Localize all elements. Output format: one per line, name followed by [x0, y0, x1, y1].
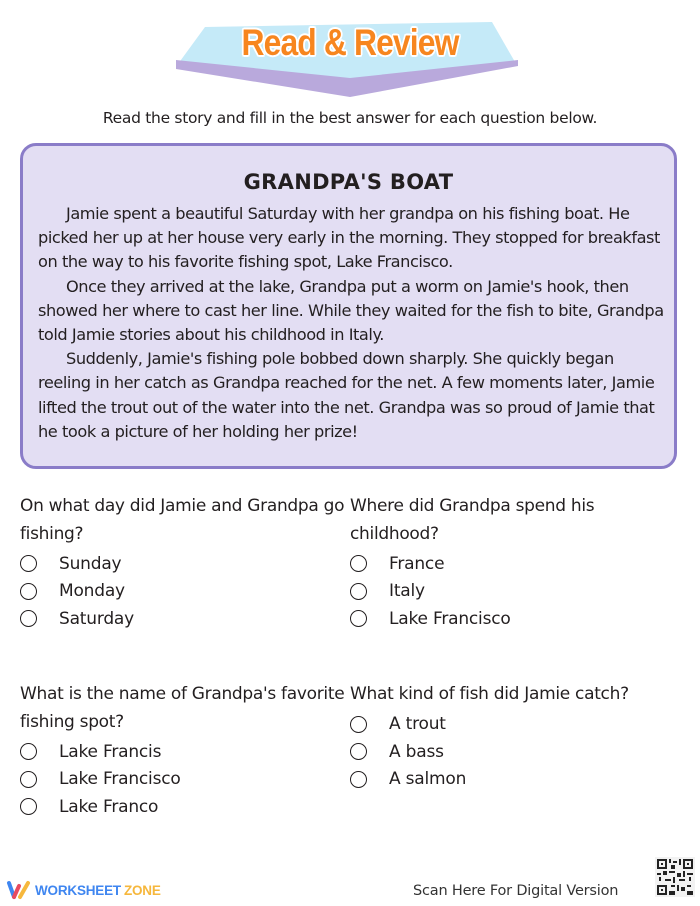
question-2: [350, 493, 680, 633]
qr-code-icon[interactable]: [655, 857, 695, 897]
radio-button[interactable]: [20, 771, 37, 788]
answer-option[interactable]: [350, 766, 680, 794]
answer-option[interactable]: [350, 605, 680, 633]
question-text: What kind of fish did Jamie catch?: [350, 684, 629, 704]
option-label: Saturday: [59, 608, 135, 629]
banner-title: Read & Review: [241, 22, 459, 63]
radio-button[interactable]: [350, 771, 367, 788]
story-title: GRANDPA'S BOAT: [243, 170, 454, 194]
story-paragraph: Suddenly, Jamie's fishing pole bobbed down sharply. She quickly began reeling in her catch as Grandpa reached for the net. A few moments later, Jamie lifted the trout out of the water into the net. Grandpa was so proud of Jamie that he took a picture of her holding her prize!: [38, 349, 655, 441]
question-1: [20, 493, 350, 633]
story-paragraph: Jamie spent a beautiful Saturday with her grandpa on his fishing boat. He picked her up at her house very early in the morning. They stopped for breakfast on the way to his favorite fishing spot, Lake Francisco.: [38, 204, 660, 272]
option-label: Lake Francisco: [389, 608, 511, 629]
option-label: A salmon: [389, 769, 467, 790]
question-3: [20, 681, 350, 821]
radio-button[interactable]: [350, 716, 367, 733]
answer-option[interactable]: [350, 550, 680, 578]
option-label: A trout: [389, 714, 446, 735]
answer-option[interactable]: [350, 578, 680, 606]
option-label: Lake Francisco: [59, 769, 181, 790]
instructions-text: Read the story and fill in the best answer for each question below.: [102, 109, 598, 127]
radio-button[interactable]: [20, 743, 37, 760]
answer-option[interactable]: [20, 578, 350, 606]
story-body: [38, 202, 666, 444]
radio-button[interactable]: [20, 798, 37, 815]
option-label: Italy: [389, 581, 425, 602]
worksheetzone-logo[interactable]: [6, 880, 161, 900]
answer-option[interactable]: [20, 766, 350, 794]
radio-button[interactable]: [350, 583, 367, 600]
scan-digital-version-text: Scan Here For Digital Version: [413, 883, 619, 899]
radio-button[interactable]: [20, 583, 37, 600]
option-label: A bass: [389, 741, 444, 762]
radio-button[interactable]: [20, 610, 37, 627]
story-box: [20, 143, 677, 469]
question-4: [350, 681, 680, 793]
question-text: On what day did Jamie and Grandpa go fishing?: [20, 496, 345, 544]
radio-button[interactable]: [20, 555, 37, 572]
question-text: What is the name of Grandpa's favorite fishing spot?: [20, 684, 345, 732]
question-text: Where did Grandpa spend his childhood?: [350, 496, 595, 544]
answer-option[interactable]: [350, 711, 680, 739]
option-label: Lake Franco: [59, 796, 159, 817]
radio-button[interactable]: [350, 610, 367, 627]
answer-option[interactable]: [20, 793, 350, 821]
option-label: Monday: [59, 581, 125, 602]
story-paragraph: Once they arrived at the lake, Grandpa put a worm on Jamie's hook, then showed her where to cast her line. While they waited for the fish to bite, Grandpa told Jamie stories about his childhood in Italy.: [38, 276, 664, 345]
radio-button[interactable]: [350, 743, 367, 760]
radio-button[interactable]: [350, 555, 367, 572]
logo-zone-text: ZONE: [123, 882, 161, 898]
option-label: Lake Francis: [59, 741, 162, 762]
logo-worksheet-text: WORKSHEET: [35, 882, 121, 898]
option-label: Sunday: [59, 553, 122, 574]
answer-option[interactable]: [20, 605, 350, 633]
answer-option[interactable]: [350, 738, 680, 766]
answer-option[interactable]: [20, 550, 350, 578]
read-and-review-banner: [170, 0, 530, 100]
worksheetzone-logo-icon: [6, 880, 32, 900]
answer-option[interactable]: [20, 738, 350, 766]
option-label: France: [389, 553, 445, 574]
